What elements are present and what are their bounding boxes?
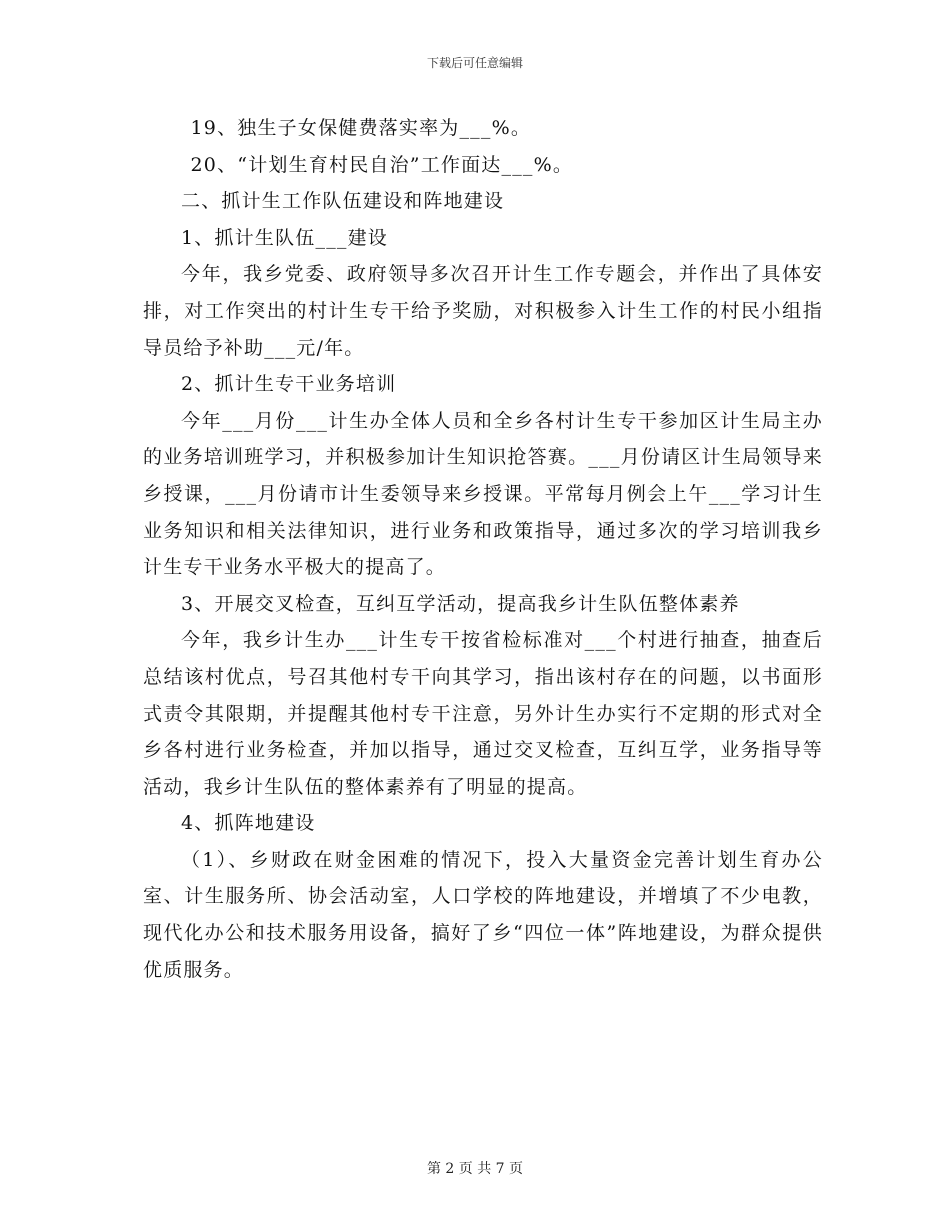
document-body: [143, 110, 823, 988]
subheading-1: 1、抓计生队伍___建设: [181, 226, 388, 249]
subheading-4: 4、抓阵地建设: [181, 812, 316, 835]
subheading-3: 3、开展交叉检查，互纠互学活动，提高我乡计生队伍整体素养: [181, 592, 740, 615]
page-header: 下载后可任意编辑: [426, 56, 523, 70]
list-item-19: 19、独生子女保健费落实率为___%。: [190, 117, 532, 139]
subheading-2: 2、抓计生专干业务培训: [181, 373, 397, 396]
list-item-20: 20、“计划生育村民自治”工作面达___%。: [190, 153, 574, 176]
page-number: 第 2 页 共 7 页: [426, 1161, 524, 1177]
body-paragraph: 今年，我乡党委、政府领导多次召开计生工作专题会，并作出了具体安排，对工作突出的村计生专干给予奖励，对积极参入计生工作的村民小组指导员给予补助___元/年。: [143, 263, 823, 359]
body-paragraph: 今年___月份___计生办全体人员和全乡各村计生专干参加区计生局主办的业务培训班学习，并积极参加计生知识抢答赛。___月份请区计生局领导来乡授课，___月份请市计生委领导来乡授课。平常每月例会上午___学习计生业务知识和相关法律知识，进行业务和政策指导，通过多次的学习培训我乡计生专干业务水平极大的提高了。: [143, 409, 823, 579]
section-heading-2: 二、抓计生工作队伍建设和阵地建设: [181, 190, 505, 213]
body-paragraph: （1）、乡财政在财金困难的情况下，投入大量资金完善计划生育办公室、计生服务所、协会活动室，人口学校的阵地建设，并增填了不少电教，现代化办公和技术服务用设备，搞好了乡“四位一体”阵地建设，为群众提供优质服务。: [143, 848, 823, 981]
body-paragraph: 今年，我乡计生办___计生专干按省检标准对___个村进行抽查，抽查后总结该村优点，号召其他村专干向其学习，指出该村存在的问题，以书面形式责令其限期，并提醒其他村专干注意，另外计生办实行不定期的形式对全乡各村进行业务检查，并加以指导，通过交叉检查，互纠互学，业务指导等活动，我乡计生队伍的整体素养有了明显的提高。: [143, 629, 823, 798]
